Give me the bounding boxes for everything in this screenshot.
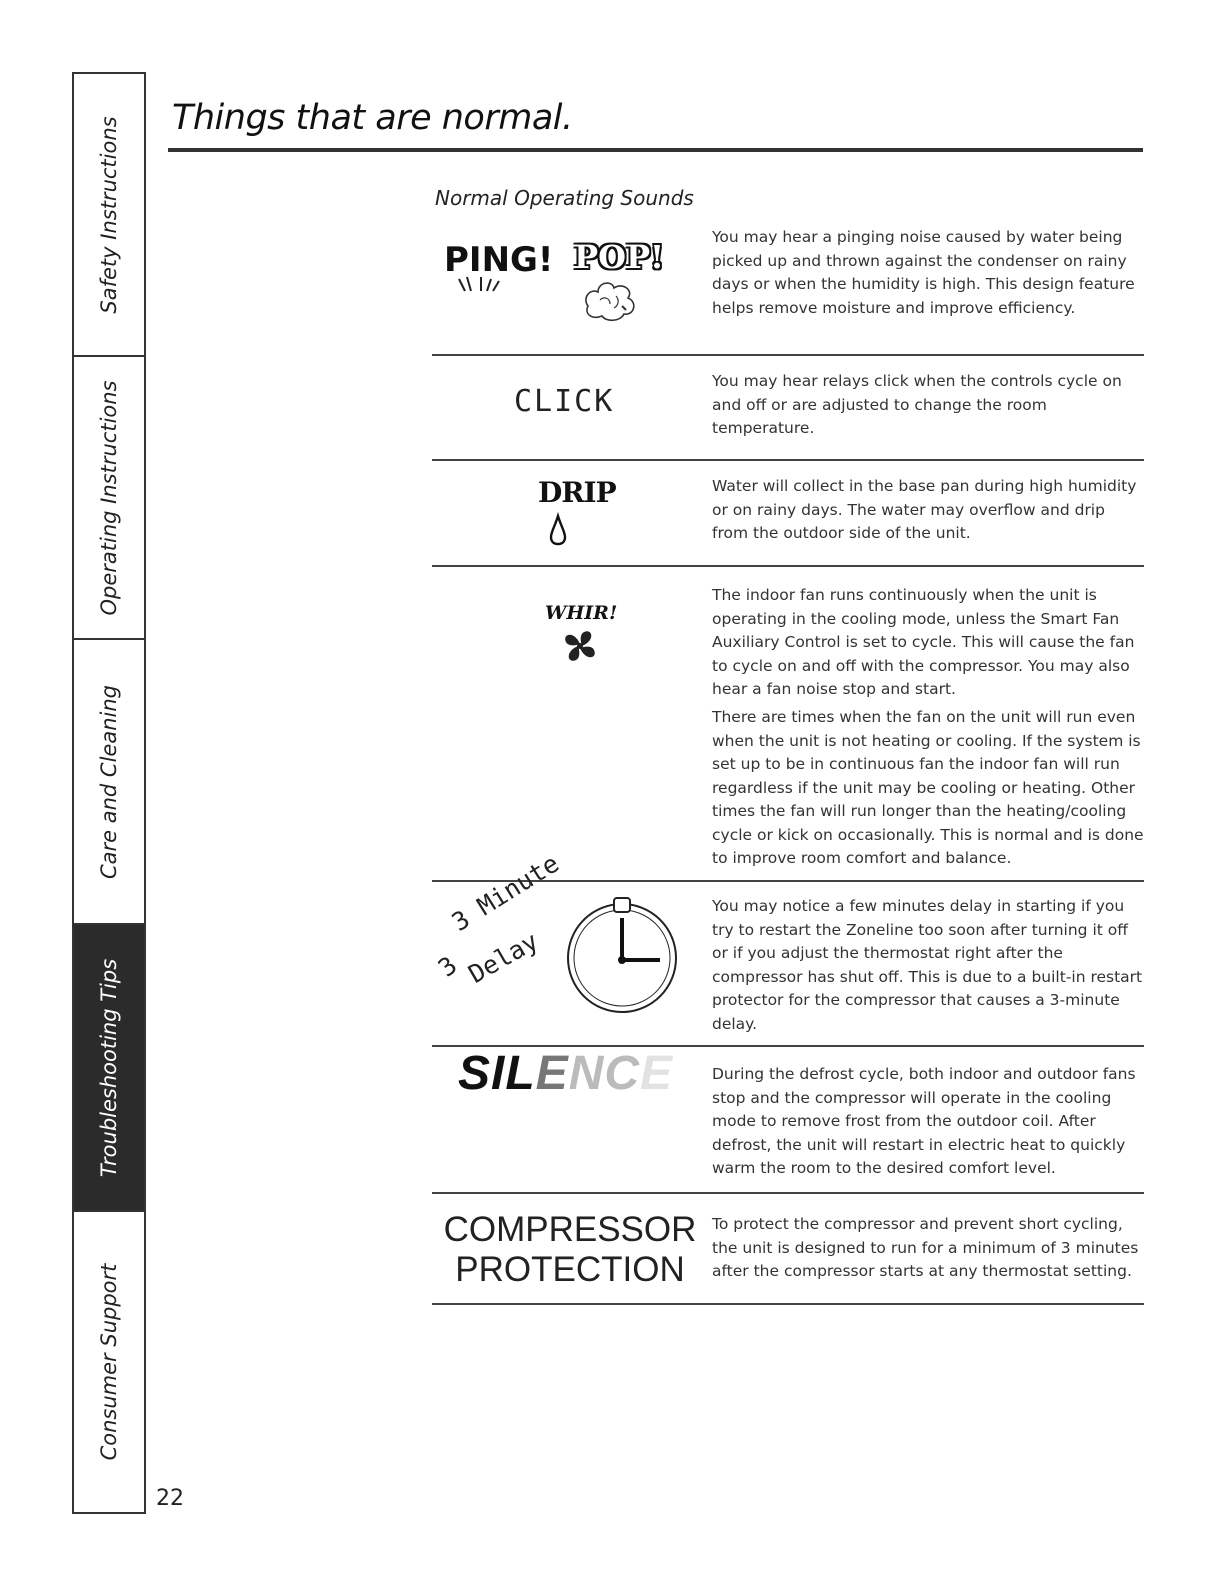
silence-word (458, 1046, 673, 1101)
compressor-protection-label (435, 1210, 705, 1290)
silence-part-light: NC (568, 1047, 641, 1100)
row-divider (432, 1192, 1144, 1194)
compressor-description: To protect the compressor and prevent short cycling, the unit is designed to run for a minimum of 3 minutes after the compressor starts at any thermostat setting. (712, 1215, 1139, 1280)
water-drop-icon (549, 514, 567, 546)
clock-icon (562, 896, 684, 1018)
delay-description: You may notice a few minutes delay in starting if you try to restart the Zoneline too soon after turning it off or if you adjust the thermostat right after the compressor has shut off. This is due to a built-in restart protector for the compressor that causes a 3-minute delay. (712, 897, 1143, 1033)
drip-sound-word: DRIP (538, 476, 616, 509)
row-divider (432, 565, 1144, 567)
compressor-word: COMPRESSOR (443, 1210, 697, 1249)
section-heading: Normal Operating Sounds (435, 186, 694, 210)
silence-part-mid: E (535, 1047, 569, 1100)
row-divider (432, 354, 1144, 356)
minute-word: 3 Minute (446, 848, 565, 937)
row-divider (432, 459, 1144, 461)
side-tabs (72, 72, 146, 1514)
tab-troubleshooting-tips[interactable] (74, 925, 144, 1212)
tab-label: Operating Instructions (97, 380, 121, 615)
whir-description-2: There are times when the fan on the unit will run even when the unit is not heating or cooling. If the system is set up to be in continuous fan the indoor fan will run regardless if the unit may be cooling or heating. Other times the fan will run longer than the heating/cooling cycle or kick on occasionally. This is normal and is done to improve room comfort and balance. (712, 708, 1144, 867)
delay-word: Delay (463, 926, 544, 989)
tab-operating-instructions[interactable] (74, 357, 144, 640)
protection-word: PROTECTION (455, 1250, 685, 1289)
tab-label: Safety Instructions (97, 115, 121, 314)
click-sound-word: CLICK (514, 384, 615, 419)
page-title: Things that are normal. (172, 98, 573, 138)
tab-safety-instructions[interactable] (74, 74, 144, 357)
click-description: You may hear relays click when the controls cycle on and off or are adjusted to change the room temperature. (712, 372, 1122, 437)
whir-sound-word: WHIR! (545, 602, 618, 624)
whir-description-1: The indoor fan runs continuously when the unit is operating in the cooling mode, unless the Smart Fan Auxiliary Control is set to cycle. This will cause the fan to cycle on and off with the compressor. You may also hear a fan noise stop and start. (712, 586, 1135, 698)
fan-icon (560, 626, 600, 666)
delay-digit: 3 (432, 950, 463, 983)
drip-description: Water will collect in the base pan during high humidity or on rainy days. The water may overflow and drip from the outdoor side of the unit. (712, 477, 1137, 542)
silence-part-faint: E (640, 1047, 674, 1100)
tab-label: Care and Cleaning (97, 684, 121, 879)
ping-pop-description: You may hear a pinging noise caused by water being picked up and thrown against the condenser on rainy days or when the humidity is high. This design feature helps remove moisture and improve efficiency. (712, 228, 1135, 317)
tab-consumer-support[interactable] (74, 1212, 144, 1512)
silence-description: During the defrost cycle, both indoor and outdoor fans stop and the compressor will operate in the cooling mode to remove frost from the outdoor coil. After defrost, the unit will restart in electric heat to quickly warm the room to the desired comfort level. (712, 1065, 1136, 1177)
page-number: 22 (156, 1486, 184, 1511)
ping-sound-word: PING! (444, 240, 554, 280)
popcorn-icon (582, 276, 642, 322)
tab-care-and-cleaning[interactable] (74, 640, 144, 925)
ping-lines-icon (455, 275, 515, 299)
tab-label: Troubleshooting Tips (97, 958, 121, 1177)
row-divider (432, 1303, 1144, 1305)
title-rule (168, 148, 1143, 152)
tab-label: Consumer Support (97, 1263, 121, 1461)
silence-part-dark: SIL (458, 1047, 536, 1100)
pop-sound-word: POP! (574, 238, 665, 276)
